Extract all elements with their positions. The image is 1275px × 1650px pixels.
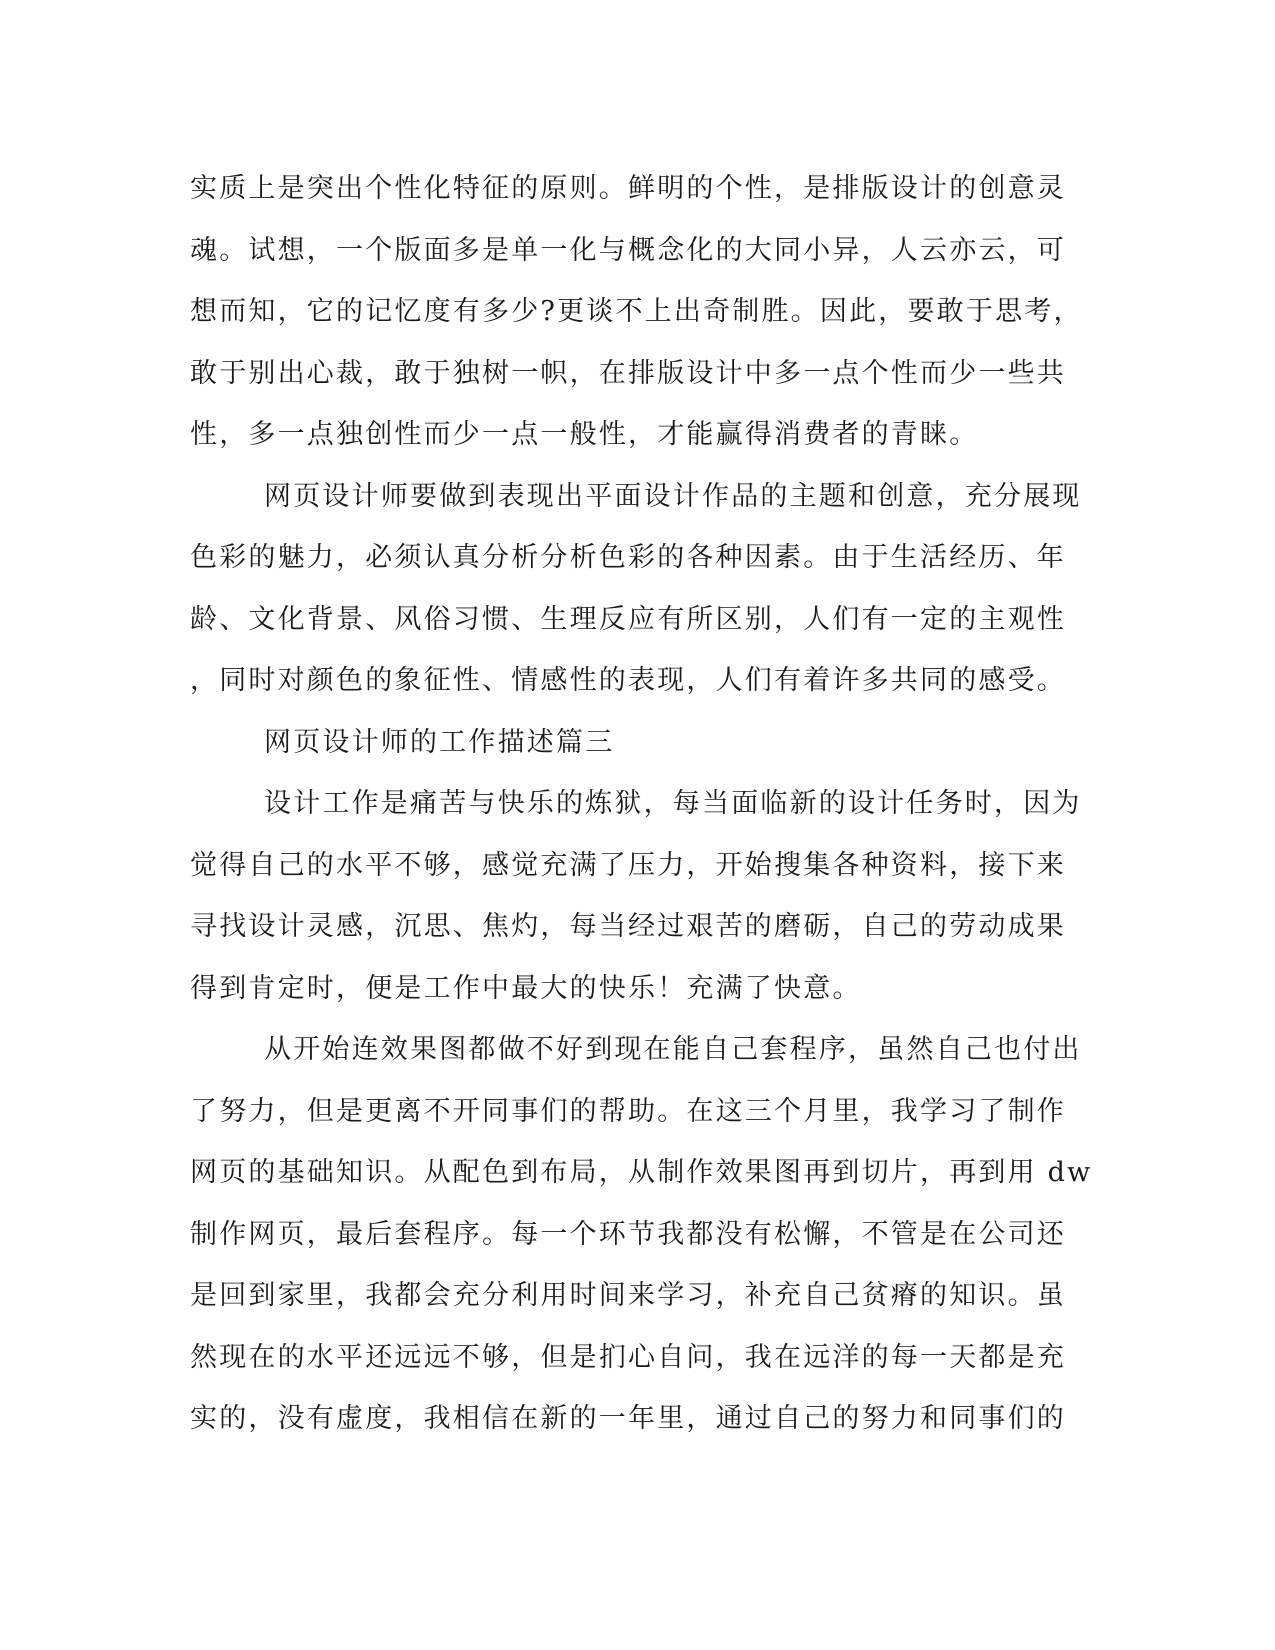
text-line: 想而知，它的记忆度有多少?更谈不上出奇制胜。因此，要敢于思考， (190, 296, 1083, 327)
text-line: 性，多一点独创性而少一点一般性，才能赢得消费者的青睐。 (190, 419, 979, 450)
text-line: 是回到家里，我都会充分利用时间来学习，补充自己贫瘠的知识。虽 (190, 1280, 1066, 1311)
paragraph-start-line: 从开始连效果图都做不好到现在能自己套程序，虽然自己也付出 (264, 1034, 1082, 1065)
text-line: 寻找设计灵感，沉思、焦灼，每当经过艰苦的磨砺，自己的劳动成果 (190, 911, 1066, 942)
text-line: 网页的基础知识。从配色到布局，从制作效果图再到切片，再到用 dw (190, 1157, 1093, 1188)
text-line: 觉得自己的水平不够，感觉充满了压力，开始搜集各种资料，接下来 (190, 849, 1066, 881)
section-heading: 网页设计师的工作描述篇三 (264, 726, 615, 758)
text-line: 敢于别出心裁，敢于独树一帜，在排版设计中多一点个性而少一些共 (190, 357, 1066, 389)
text-line: 得到肯定时，便是工作中最大的快乐！充满了快意。 (190, 972, 862, 1004)
paragraph-start-line: 网页设计师要做到表现出平面设计作品的主题和创意，充分展现 (264, 480, 1082, 512)
text-line: 了努力，但是更离不开同事们的帮助。在这三个月里，我学习了制作 (190, 1095, 1066, 1127)
text-line: ，同时对颜色的象征性、情感性的表现，人们有着许多共同的感受。 (190, 665, 1066, 696)
text-line: 龄、文化背景、风俗习惯、生理反应有所区别，人们有一定的主观性 (190, 603, 1066, 635)
text-line: 色彩的魅力，必须认真分析分析色彩的各种因素。由于生活经历、年 (190, 542, 1066, 573)
text-line: 实的，没有虚度，我相信在新的一年里，通过自己的努力和同事们的 (190, 1403, 1066, 1434)
text-line: 然现在的水平还远远不够，但是扪心自问，我在远洋的每一天都是充 (190, 1341, 1066, 1373)
body-text (190, 158, 1093, 1450)
text-line: 实质上是突出个性化特征的原则。鲜明的个性，是排版设计的创意灵 (190, 173, 1066, 204)
text-line: 制作网页，最后套程序。每一个环节我都没有松懈，不管是在公司还 (190, 1218, 1066, 1250)
paragraph-start-line: 设计工作是痛苦与快乐的炼狱，每当面临新的设计任务时，因为 (264, 788, 1082, 819)
text-line: 魂。试想，一个版面多是单一化与概念化的大同小异，人云亦云，可 (190, 234, 1066, 266)
